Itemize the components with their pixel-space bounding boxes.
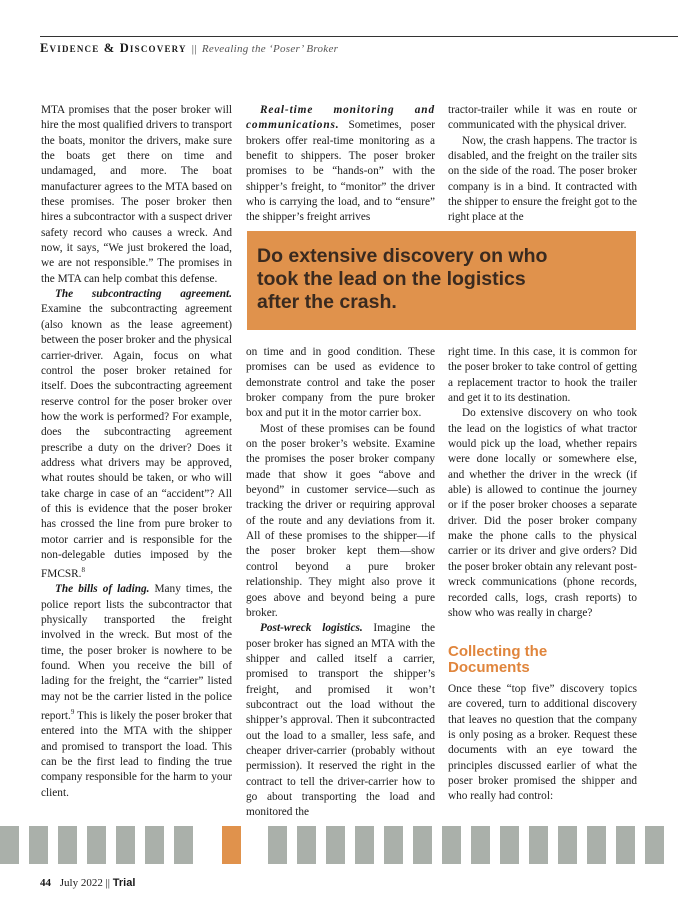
- column-3-end: [448, 682, 637, 805]
- stripe: [29, 826, 48, 864]
- stripe: [413, 826, 432, 864]
- stripe: [442, 826, 461, 864]
- run-in-head: Post-wreck logistics.: [260, 622, 363, 635]
- page-footer: [40, 877, 135, 889]
- footer-separator: ||: [105, 877, 110, 889]
- stripe: [500, 826, 519, 864]
- paragraph-post-wreck: Post-wreck logistics. Imagine the poser broker has signed an MTA with the shipper and called itself a carrier, promised to transport the shipper’s freight, and promised it won’t subcontract out the load without the shipper’s approval. Then it subcontracted out the load to a smaller, less safe, and cheaper driver-carrier (probably without permission). It reserved the right in the contract to tell the driver-carrier how to go about transporting the load and monitored the: [246, 622, 435, 819]
- pull-quote: [247, 231, 636, 330]
- stripe: [297, 826, 316, 864]
- issue-date: July 2022: [59, 877, 103, 889]
- stripe: [116, 826, 135, 864]
- stripe: [355, 826, 374, 864]
- pull-quote-line: Do extensive discovery on who: [257, 245, 548, 267]
- column-3-bottom: [448, 345, 637, 621]
- header-separator: ||: [191, 43, 197, 55]
- run-in-head: Real-time monitoring and communications.: [246, 104, 435, 132]
- paragraph: right time. In this case, it is common for the poser broker to take control of getting a replacement tractor to hook the trailer and get it to its destination.: [448, 346, 637, 405]
- paragraph-bills-of-lading: The bills of lading. Many times, the police report lists the subcontractor that physically transported the freight involved in the wreck. But most of the time, the poser broker is nowhere to be found. When you receive the bill of lading for the freight, the “carrier” listed may not be the carrier listed in the police report.$^9$ This is likely the poser broker that entered into the MTA with the shipper and promised to transport the load. This can be the first lead to finding the true company responsible for the harm to your client.: [41, 583, 232, 799]
- paragraph-subcontracting: The subcontracting agreement. Examine the subcontracting agreement (also known as the lease agreement) between the poser broker and the physical carrier-driver. Again, focus on what control the poser broker retained for itself. Does the subcontracting agreement reserve control for the poser broker over how the work is performed? For example, does the subcontracting agreement prescribe a duty on the driver? Does it address what drivers may be approved, what routes should be taken, or who will take charge in case of an “accident”? All of this is evidence that the poser broker has crossed the line from pure broker to motor carrier and is responsible for the non-delegable duties imposed by the FMCSR.$^8$: [41, 288, 232, 581]
- stripe: [145, 826, 164, 864]
- stripe: [587, 826, 606, 864]
- magazine-name: Trial: [112, 877, 136, 889]
- footnote-ref: 8: [81, 566, 86, 575]
- stripe: [58, 826, 77, 864]
- footnote-ref: 9: [70, 708, 75, 717]
- stripe: [384, 826, 403, 864]
- stripe: [174, 826, 193, 864]
- pull-quote-line: took the lead on the logistics: [257, 268, 526, 290]
- stripe: [326, 826, 345, 864]
- running-head: [40, 41, 338, 56]
- stripe: [268, 826, 287, 864]
- column-2-bottom: [246, 345, 435, 821]
- column-2-top: [246, 103, 435, 226]
- run-in-head: The subcontracting agreement.: [55, 288, 232, 301]
- column-3-top: [448, 103, 637, 226]
- paragraph: MTA promises that the poser broker will hire the most qualified drivers to transport the boats, monitor the drivers, make sure the boats get there on time and undamaged, and more. The boat manufacturer agrees to the MTA based on these promises. The poser broker then hires a subcontractor with a suspect driver safety record who causes a wreck. And now, it says, “We just brokered the load, we are not responsible.” The promises in the MTA can help combat this defense.: [41, 104, 232, 285]
- stripe: [529, 826, 548, 864]
- stripe: [558, 826, 577, 864]
- paragraph: Once these “top five” discovery topics are covered, turn to additional discovery that leaves no question that the company is only posing as a broker. Request these documents with an eye toward the principles discussed earlier of what the poser broker promised the shipper and who really had control:: [448, 683, 637, 803]
- stripe: [645, 826, 664, 864]
- header-rule: [40, 36, 678, 37]
- section-title: Evidence & Discovery: [40, 41, 187, 55]
- paragraph: Most of these promises can be found on the poser broker’s website. Examine the promises the poser broker company made that show it goes “above and beyond” in customer service—such as tracking the driver or requiring approval of the route and any deviations from it. All of these promises to the shipper—if the poser broker kept them—show control beyond a pure broker relationship. They might also prove it goes above and beyond being a pure broker.: [246, 422, 435, 619]
- page-number: 44: [40, 877, 51, 889]
- paragraph: Do extensive discovery on who took the lead on the logistics of what tractor would pick up the load, whether repairs were done locally or somewhere else, and whether the driver in the wreck (if able) is allowed to continue the journey or if the poser broker chooses a separate driver. Did the poser broker company make the phone calls to the physical carrier or its driver and give orders? Did the poser broker obtain any relevant post-wreck communications (phone records, recorded calls, logs, crash reports) to show who was really in charge?: [448, 407, 637, 619]
- run-in-head: The bills of lading.: [55, 583, 150, 596]
- pull-quote-line: after the crash.: [257, 291, 397, 313]
- decorative-stripe-band: [0, 826, 678, 864]
- stripe: [616, 826, 635, 864]
- section-subhead: Collecting the Documents: [448, 643, 548, 676]
- article-subtitle: Revealing the ‘Poser’ Broker: [201, 43, 339, 55]
- paragraph: Now, the crash happens. The tractor is disabled, and the freight on the trailer sits on the side of the road. The poser broker company is in a bind. It contracted with the shipper to ensure the freight got to the right place at the: [448, 134, 637, 224]
- stripe: [0, 826, 19, 864]
- paragraph: tractor-trailer while it was en route or communicated with the physical driver.: [448, 104, 637, 132]
- stripe: [471, 826, 490, 864]
- column-1: [41, 103, 232, 801]
- stripe: [87, 826, 106, 864]
- paragraph-real-time: Real-time monitoring and communications. Sometimes, poser brokers offer real-time monitoring as a benefit to shippers. The poser broker promises to be “hands-on” with the shipper’s freight, to “monitor” the driver who is carrying the load, and to “ensure” the shipper’s freight arrives: [246, 104, 435, 224]
- stripe-accent: [222, 826, 241, 864]
- paragraph: on time and in good condition. These promises can be used as evidence to demonstrate control and take the poser broker company from the pure broker box and put it in the motor carrier box.: [246, 346, 435, 420]
